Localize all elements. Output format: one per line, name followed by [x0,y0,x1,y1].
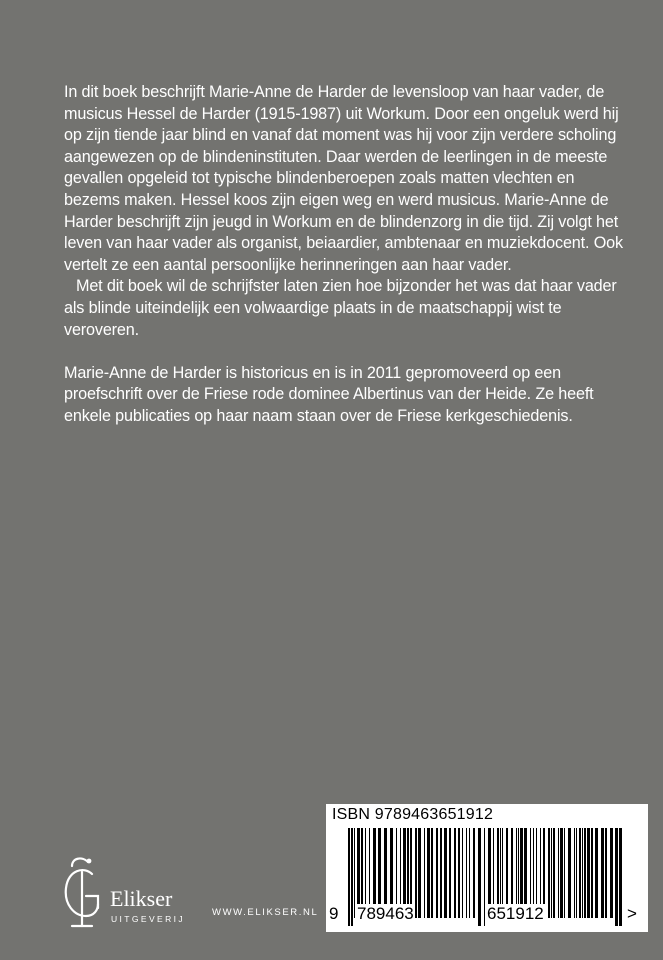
barcode-digit-first: 9 [329,904,339,923]
author-bio: Marie-Anne de Harder is historicus en is in 2011 gepromoveerd op een proefschrift over de Friese rode dominee Albertinus van der Heide. Ze heeft enkele publicaties op haar naam staan over de Friese kerkgeschiedenis. [64,363,594,425]
blurb-paragraph-2: Met dit boek wil de schrijfster laten zien hoe bijzonder het was dat haar vader als blinde uiteindelijk een volwaardige plaats in de maatschappij wist te veroveren. [64,277,617,339]
barcode-arrow: > [627,904,637,923]
barcode-digit-group-1: 789463 [357,904,414,923]
elikser-emblem-icon [58,852,110,932]
blurb-paragraph-1: In dit boek beschrijft Marie-Anne de Harder de levensloop van haar vader, de musicus Hessel de Harder (1915-1987) uit Workum. Door een ongeluk werd hij op zijn tiende jaar blind en vanaf dat moment was hij voor zijn verdere scholing aangewezen op de blindeninstituten. Daar werden de leerlingen in de meeste gevallen opgeleid tot typische blindenberoepen zoals matten vlechten en bezems maken. Hessel koos zijn eigen weg en werd musicus. Marie-Anne de Harder beschrijft zijn jeugd in Workum en de blindenzorg in die tijd. Zij volgt het leven van haar vader als organist, beiaardier, ambtenaar en muziekdocent. Ook vertelt ze een aantal persoonlijke herinneringen aan haar vader. [64,83,623,274]
publisher-website: WWW.ELIKSER.NL [212,907,319,918]
barcode-digit-group-2: 651912 [487,904,544,923]
back-cover-blurb [64,82,624,428]
isbn-number: ISBN 9789463651912 [332,806,494,823]
publisher-subtitle: UITGEVERIJ [111,914,186,924]
isbn-barcode-box [326,804,648,932]
publisher-name: Elikser [110,886,173,911]
publisher-logo [58,852,198,932]
barcode-digits [326,904,648,928]
